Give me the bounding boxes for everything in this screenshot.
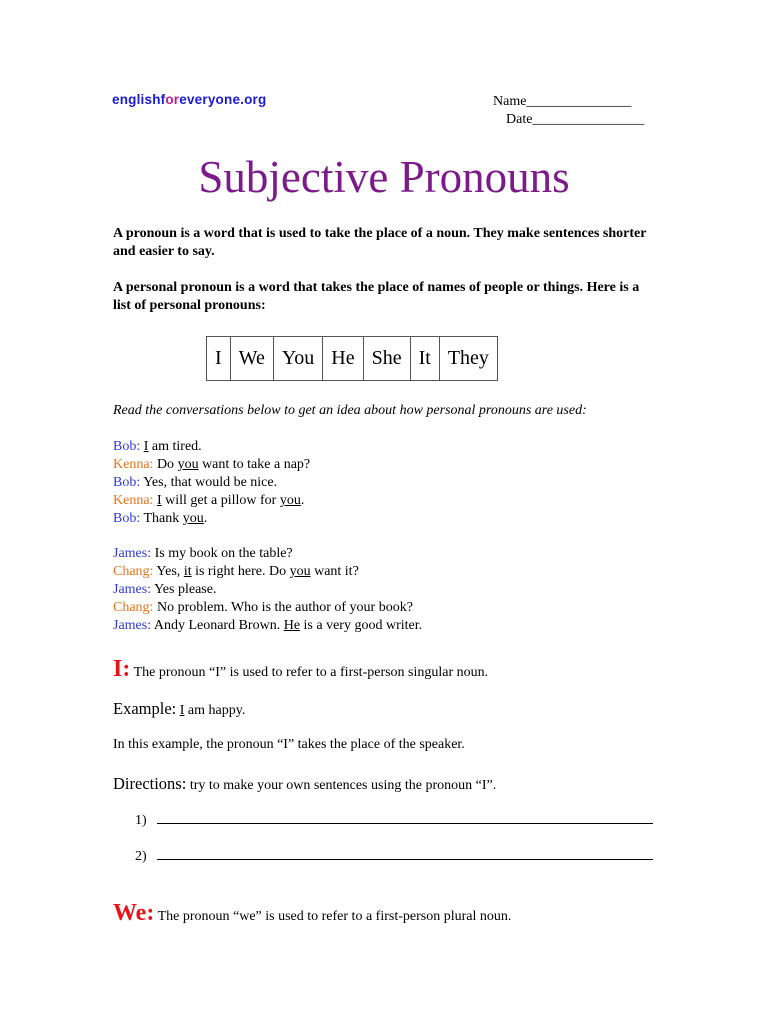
speaker-name: Bob:	[113, 439, 141, 454]
answer-number: 2)	[135, 849, 147, 864]
dialogue-text: Is my book on the table?	[151, 546, 293, 561]
dialogue-text: Thank	[140, 511, 183, 526]
speaker-name: Kenna:	[113, 457, 154, 472]
conversation-1	[113, 438, 310, 528]
dialogue-text: .	[300, 493, 305, 508]
directions-text: try to make your own sentences using the pronoun “I”.	[189, 778, 497, 793]
speaker-name: Chang:	[113, 564, 154, 579]
answer-blank[interactable]	[157, 811, 653, 824]
dialogue-line	[113, 599, 422, 617]
directions-label: Directions:	[113, 774, 187, 793]
logo-text-part1: englishf	[112, 92, 166, 107]
underlined-pronoun: you	[279, 493, 301, 508]
pronoun-cell: He	[323, 337, 363, 381]
dialogue-text: is right here. Do	[191, 564, 290, 579]
speaker-name: Bob:	[113, 475, 141, 490]
speaker-name: Kenna:	[113, 493, 154, 508]
speaker-name: James:	[113, 582, 152, 597]
underlined-pronoun: it	[183, 564, 192, 579]
pronoun-table	[206, 336, 498, 381]
underlined-pronoun: you	[177, 457, 199, 472]
dialogue-text: No problem. Who is the author of your book?	[153, 600, 413, 615]
pronoun-cell: It	[410, 337, 439, 381]
dialogue-line	[113, 474, 310, 492]
section-i-directions	[113, 774, 496, 794]
dialogue-text: Yes, that would be nice.	[140, 475, 278, 490]
answer-line-2	[135, 847, 653, 865]
pronoun-table-row	[207, 337, 498, 381]
section-we-heading	[113, 900, 511, 927]
section-i-letter: I:	[113, 656, 131, 682]
example-label: Example:	[113, 699, 177, 718]
dialogue-line	[113, 492, 310, 510]
section-i-example	[113, 699, 245, 719]
underlined-pronoun: He	[283, 618, 301, 633]
personal-pronoun-paragraph: A personal pronoun is a word that takes the place of names of people or things. Here is a list of personal pronouns:	[113, 280, 640, 313]
pronoun-cell: We	[230, 337, 273, 381]
section-i-explanation: In this example, the pronoun “I” takes the place of the speaker.	[113, 737, 465, 752]
pronoun-cell: She	[363, 337, 410, 381]
site-logo	[112, 92, 266, 107]
answer-line-1	[135, 811, 653, 829]
conversation-intro: Read the conversations below to get an idea about how personal pronouns are used:	[113, 403, 587, 418]
dialogue-text: .	[203, 511, 208, 526]
speaker-name: James:	[113, 618, 152, 633]
example-sentence: am happy.	[184, 703, 246, 718]
dialogue-text: want to take a nap?	[198, 457, 311, 472]
answer-blank[interactable]	[157, 847, 653, 860]
speaker-name: Bob:	[113, 511, 141, 526]
pronoun-cell: They	[439, 337, 497, 381]
underlined-pronoun: I	[156, 493, 162, 508]
page-title: Subjective Pronouns	[198, 152, 570, 202]
dialogue-text: want it?	[310, 564, 359, 579]
pronoun-cell: You	[273, 337, 322, 381]
dialogue-line	[113, 456, 310, 474]
dialogue-text: will get a pillow for	[161, 493, 280, 508]
logo-text-part3: everyone.org	[179, 92, 267, 107]
answer-number: 1)	[135, 813, 147, 828]
conversation-2	[113, 545, 422, 635]
date-field: Date________________	[506, 112, 645, 127]
dialogue-line	[113, 617, 422, 635]
dialogue-line	[113, 438, 310, 456]
section-we-definition: The pronoun “we” is used to refer to a first-person plural noun.	[157, 909, 512, 924]
underlined-pronoun: you	[289, 564, 311, 579]
speaker-name: James:	[113, 546, 152, 561]
section-we-letter: We:	[113, 900, 155, 926]
example-pronoun: I	[179, 703, 185, 718]
dialogue-line	[113, 510, 310, 528]
dialogue-text: Andy Leonard Brown.	[151, 618, 284, 633]
dialogue-text: is a very good writer.	[300, 618, 423, 633]
logo-text-part2: or	[165, 92, 180, 107]
dialogue-line	[113, 563, 422, 581]
speaker-name: Chang:	[113, 600, 154, 615]
pronoun-cell: I	[207, 337, 231, 381]
dialogue-line	[113, 581, 422, 599]
underlined-pronoun: you	[182, 511, 204, 526]
dialogue-line	[113, 545, 422, 563]
dialogue-text: Yes,	[153, 564, 184, 579]
underlined-pronoun: I	[143, 439, 149, 454]
dialogue-text: Do	[153, 457, 178, 472]
section-i-definition: The pronoun “I” is used to refer to a first-person singular noun.	[133, 665, 489, 680]
dialogue-text: am tired.	[148, 439, 202, 454]
dialogue-text: Yes please.	[151, 582, 217, 597]
section-i-heading	[113, 656, 488, 683]
name-date-block	[493, 93, 644, 129]
name-field: Name_______________	[493, 94, 632, 109]
pronoun-definition-paragraph: A pronoun is a word that is used to take the place of a noun. They make sentences shorter and easier to say.	[113, 226, 647, 259]
